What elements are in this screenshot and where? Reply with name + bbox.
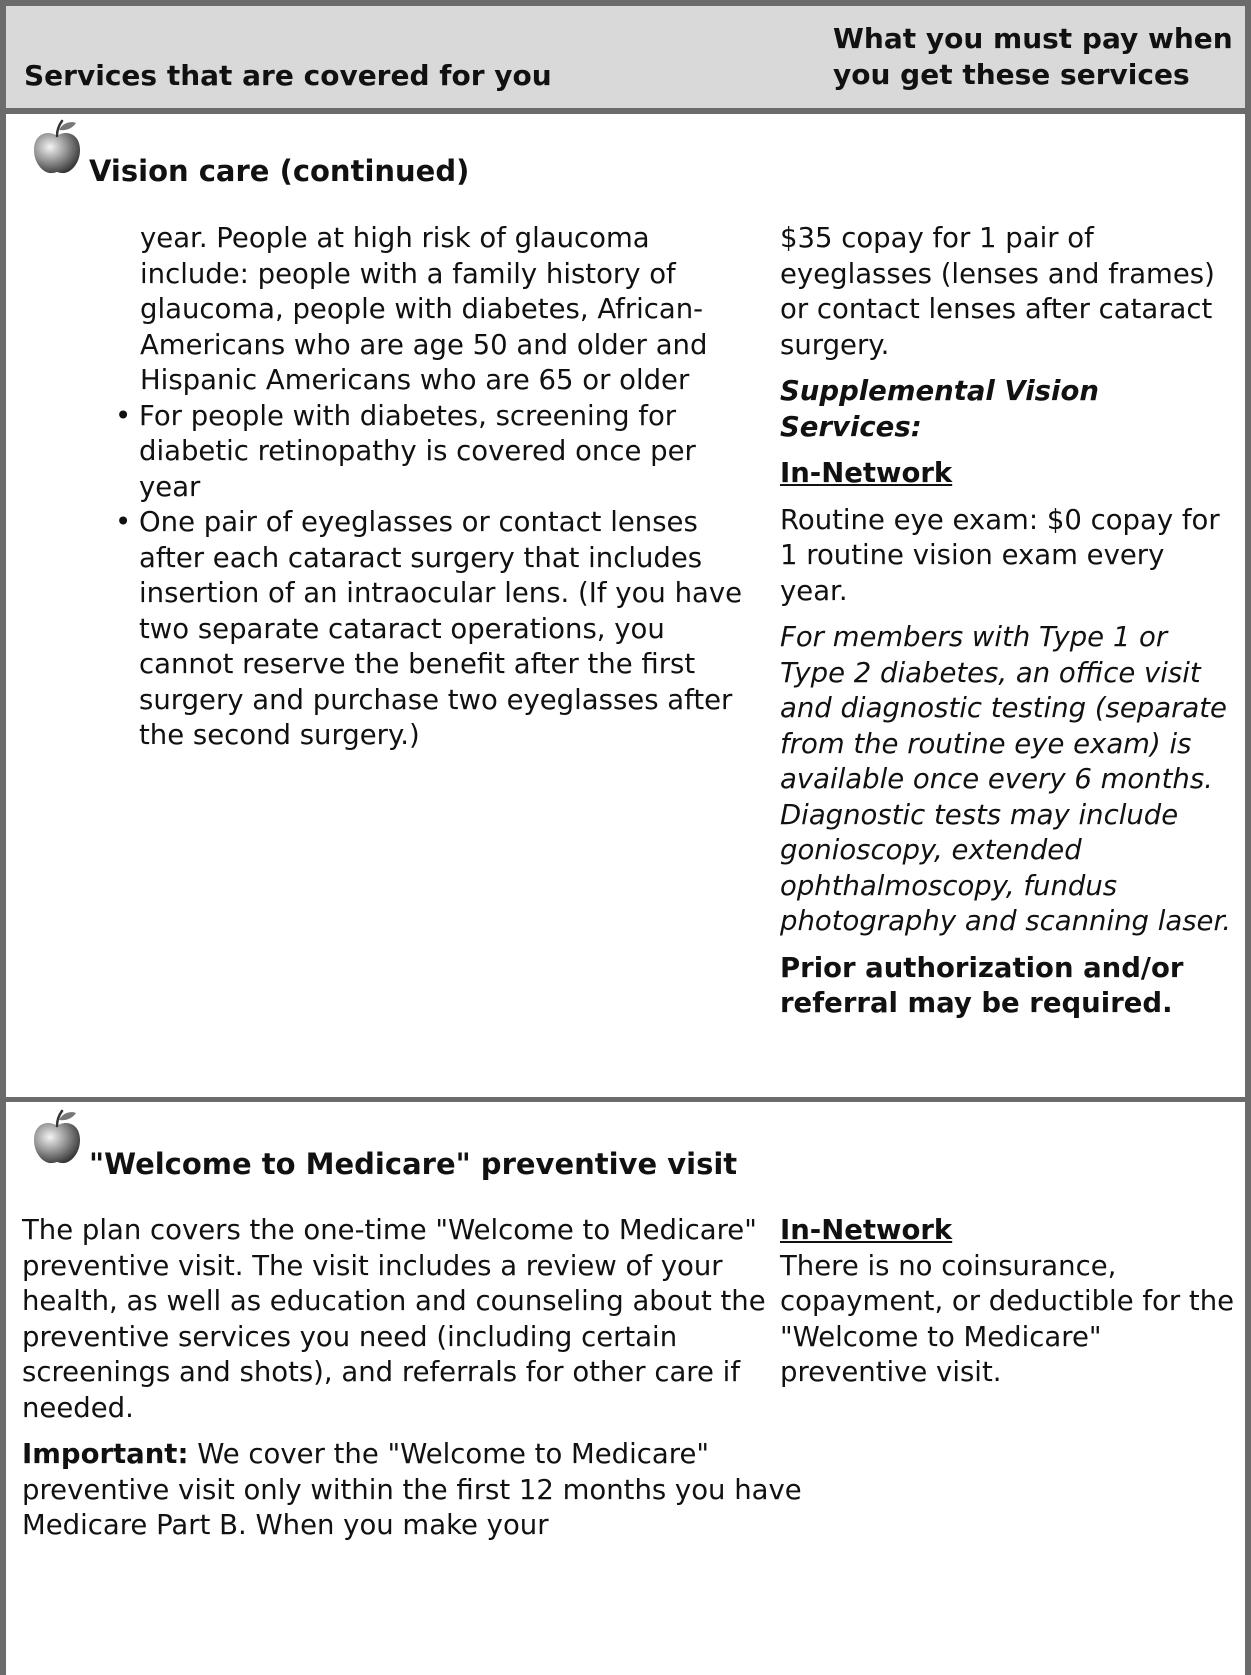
important-label: Important: xyxy=(22,1438,189,1470)
diabetes-exam-note: For members with Type 1 or Type 2 diabetes, an office visit and diagnostic testing (separate from the routine eye exam) is available once every 6 months. Diagnostic tests may include gonioscopy, extended ophthalmoscopy, fundus photography and scanning laser. xyxy=(780,621,1231,937)
section-title-vision-care: Vision care (continued) xyxy=(89,154,470,188)
in-network-heading: In-Network xyxy=(780,457,953,489)
cataract-copay-text: $35 copay for 1 pair of eyeglasses (lenses and frames) or contact lenses after cataract surgery. xyxy=(780,222,1215,361)
header-what-you-pay: What you must pay when you get these services xyxy=(833,22,1233,91)
vision-intro-text: year. People at high risk of glaucoma include: people with a family history of glaucoma, people with diabetes, African-Americans who are age 50 and older and Hispanic Americans who are 65 or older xyxy=(140,222,708,396)
in-network-heading: In-Network xyxy=(780,1214,953,1246)
header-services-covered: Services that are covered for you xyxy=(24,59,552,92)
routine-exam-text: Routine eye exam: $0 copay for 1 routine vision exam every year. xyxy=(780,503,1220,607)
welcome-visit-cost-text: There is no coinsurance, copayment, or deductible for the "Welcome to Medicare" preventive visit. xyxy=(780,1249,1235,1388)
prior-authorization-note: Prior authorization and/or referral may be required. xyxy=(780,951,1184,1019)
welcome-visit-description: The plan covers the one-time "Welcome to Medicare" preventive visit. The visit includes a review of your health, as well as education and counseling about the preventive services you need (including certain screenings and shots), and referrals for other care if needed. xyxy=(22,1214,766,1424)
supplemental-vision-heading: Supplemental Vision Services: xyxy=(780,375,1099,443)
section-title-welcome-to-medicare: "Welcome to Medicare" preventive visit xyxy=(89,1147,738,1181)
important-text: We cover the "Welcome to Medicare" preventive visit only within the first 12 months you have Medicare Part B. When you make your xyxy=(22,1438,802,1541)
list-item: • One pair of eyeglasses or contact lenses after each cataract surgery that includes insertion of an intraocular lens. (If you have two separate cataract operations, you cannot reserve the benefit after the first surgery and purchase two eyeglasses after the second surgery.) xyxy=(115,505,765,754)
list-item: • For people with diabetes, screening for diabetic retinopathy is covered once per year xyxy=(115,399,765,506)
